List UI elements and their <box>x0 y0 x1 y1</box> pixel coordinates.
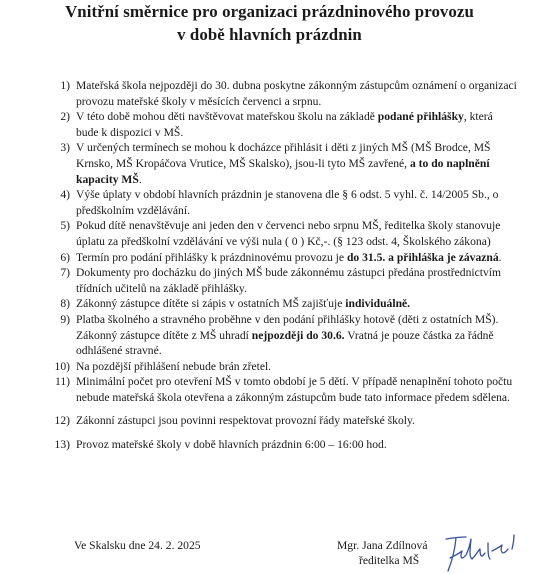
list-item-number: 1) <box>60 79 70 92</box>
text-run: Výše úplaty v období hlavních prázdnin je stanovena dle § 6 odst. 5 vyhl. č. 14/2005 Sb., o předškolním vzdělávání. <box>76 188 499 217</box>
title-line-2: v době hlavních prázdnin <box>177 25 362 44</box>
list-item <box>48 78 518 109</box>
list-gap <box>48 405 518 413</box>
list-item <box>48 250 518 266</box>
list-item-text <box>76 265 518 296</box>
list-item-number: 4) <box>60 188 70 202</box>
text-run: Minimální počet pro otevření MŠ v tomto období je 5 dětí. V případě nenaplnění tohoto počtu nebude mateřská škola otevřena a zákonným zástupcům bude tato informace předem sdělena. <box>76 375 513 404</box>
emphasis-text: do 31.5. a přihláška je závazná <box>346 250 499 264</box>
list-item-text <box>76 250 518 266</box>
list-item <box>48 187 518 218</box>
list-item-text <box>76 359 518 375</box>
list-item-text <box>76 413 518 429</box>
title-line-1: Vnitřní směrnice pro organizaci prázdninového provozu <box>65 2 474 21</box>
list-item-text <box>76 187 518 218</box>
emphasis-text: a to do naplnění kapacity MŠ <box>76 156 490 186</box>
list-item-number: 6) <box>60 250 70 264</box>
list-item-number: 12) <box>54 414 70 428</box>
text-run: Zákonný zástupce dítěte si zápis v ostatních MŠ zajišťuje <box>76 297 346 311</box>
list-item-text <box>76 312 518 359</box>
list-item-text <box>76 140 518 187</box>
text-run: Platba školného a stravného proběhne v den podání přihlášky hotově (děti z ostatních MŠ). Zákonný zástupce dítěte z MŠ uhradí <box>76 312 499 342</box>
text-run: V této době mohou děti navštěvovat mateřskou školu na základě <box>76 110 378 124</box>
list-item <box>48 413 518 429</box>
list-item-text <box>76 218 518 249</box>
list-item <box>48 109 518 140</box>
list-item-text <box>76 437 518 453</box>
text-run: Dokumenty pro docházku do jiných MŠ bude zákonnému zástupci předána prostřednictvím třídních učitelů na základě přihlášky. <box>76 266 501 295</box>
text-run: , která bude k dispozici v MŠ. <box>76 110 493 139</box>
list-item-number: 13) <box>54 438 70 452</box>
list-item-text <box>76 109 518 140</box>
list-item <box>48 437 518 453</box>
text-run: Provoz mateřské školy v době hlavních prázdnin 6:00 – 16:00 hod. <box>76 438 387 452</box>
list-item-number: 8) <box>60 297 70 311</box>
list-item-number: 5) <box>60 219 70 233</box>
rules-list <box>48 78 518 453</box>
list-item <box>48 312 518 359</box>
list-item-text <box>76 374 518 405</box>
text-run: Pokud dítě nenavštěvuje ani jeden den v červenci nebo srpnu MŠ, ředitelka školy stanovuje úplatu za předškolní vzdělávání ve výši nula ( 0 ) Kč,-. (§ 123 odst. 4, Školského zákona) <box>76 219 501 248</box>
list-item-number: 3) <box>60 141 70 155</box>
list-item <box>48 296 518 312</box>
signer-block <box>337 538 427 568</box>
text-run: Termín pro podání přihlášky k prázdninovému provozu je <box>76 250 347 264</box>
list-item-number: 9) <box>60 312 70 326</box>
list-item-text <box>76 78 518 109</box>
list-item <box>48 359 518 375</box>
list-item-number: 7) <box>60 266 70 280</box>
list-item-number: 11) <box>54 375 70 389</box>
text-run: Zákonní zástupci jsou povinni respektovat provozní řády mateřské školy. <box>76 414 415 428</box>
place-date: Ve Skalsku dne 24. 2. 2025 <box>74 539 201 552</box>
text-run: Vratná je pouze částka za řádně odhlášené stravné. <box>76 328 494 358</box>
handwritten-signature <box>440 531 530 573</box>
list-item <box>48 265 518 296</box>
list-gap <box>48 429 518 437</box>
text-run: V určených termínech se mohou k docházce přihlásit i děti z jiných MŠ (MŠ Brodce, MŠ Krnsko, MŠ Kropáčova Vrutice, MŠ Skalsko), jsou-li tyto MŠ zavřené, <box>76 141 491 170</box>
text-run: Na pozdější přihlášení nebude brán zřetel. <box>76 359 272 373</box>
list-item-text <box>76 296 518 312</box>
text-run: Mateřská škola nejpozději do 30. dubna poskytne zákonným zástupcům oznámení o organizaci provozu mateřské školy v měsících červenci a srpnu. <box>76 79 517 108</box>
text-run: . <box>138 172 142 186</box>
emphasis-text: individuálně. <box>345 297 411 311</box>
list-item <box>48 140 518 187</box>
document-title <box>0 0 539 46</box>
list-item-number: 10) <box>54 359 70 373</box>
emphasis-text: nejpozději do 30.6. <box>251 328 345 342</box>
list-item <box>48 218 518 249</box>
list-item-number: 2) <box>60 110 70 124</box>
emphasis-text: podané přihlášky <box>377 110 464 124</box>
signer-name: Mgr. Jana Zdílnová <box>337 539 428 552</box>
signer-role: ředitelka MŠ <box>359 554 420 567</box>
list-item <box>48 374 518 405</box>
text-run: . <box>498 250 502 264</box>
